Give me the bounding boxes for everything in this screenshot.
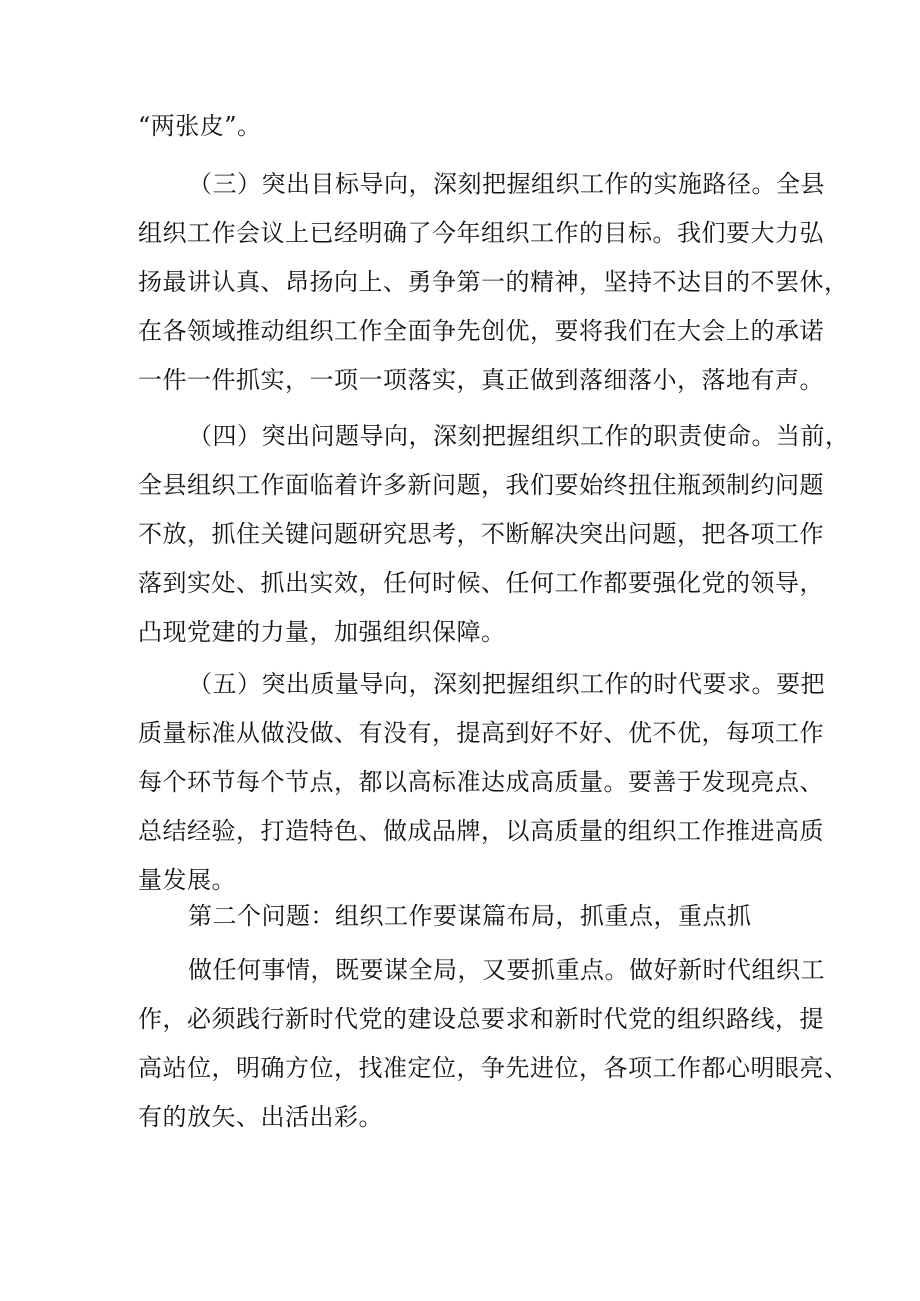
- section-heading: 第二个问题：组织工作要谋篇布局，抓重点，重点抓: [188, 902, 752, 930]
- text-line: （四）突出问题导向，深刻把握组织工作的职责使命。当前，: [188, 422, 850, 450]
- text-line: 每个环节每个节点，都以高标准达成高质量。要善于发现亮点、: [138, 768, 824, 796]
- text-line: 高站位，明确方位，找准定位，争先进位，各项工作都心明眼亮、: [138, 1054, 849, 1082]
- text-line: “两张皮”。: [138, 112, 262, 140]
- paragraph-continuation: [138, 102, 798, 151]
- text-line: 凸现党建的力量，加强组织保障。: [138, 618, 506, 646]
- text-line: 不放，抓住关键问题研究思考，不断解决突出问题，把各项工作: [138, 520, 824, 548]
- text-line: 在各领域推动组织工作全面争先创优，要将我们在大会上的承诺: [138, 317, 824, 345]
- paragraph-target-orientation: [138, 160, 849, 405]
- text-line: 做任何事情，既要谋全局，又要抓重点。做好新时代组织工: [188, 956, 825, 984]
- text-line: 落到实处、抓出实效，任何时候、任何工作都要强化党的领导，: [138, 569, 824, 597]
- text-line: （三）突出目标导向，深刻把握组织工作的实施路径。全县: [188, 170, 825, 198]
- text-line: 扬最讲认真、昂扬向上、勇争第一的精神，坚持不达目的不罢休，: [138, 268, 849, 296]
- text-line: 作，必须践行新时代党的建设总要求和新时代党的组织路线，提: [138, 1005, 824, 1033]
- text-line: 量发展。: [138, 866, 236, 894]
- text-line: 全县组织工作面临着许多新问题，我们要始终扭住瓶颈制约问题: [138, 471, 824, 499]
- text-line: 质量标准从做没做、有没有，提高到好不好、优不优，每项工作: [138, 719, 824, 747]
- text-line: 组织工作会议上已经明确了今年组织工作的目标。我们要大力弘: [138, 219, 824, 247]
- text-line: （五）突出质量导向，深刻把握组织工作的时代要求。要把: [188, 670, 825, 698]
- text-line: 有的放矢、出活出彩。: [138, 1103, 383, 1131]
- section-heading-block: [138, 892, 798, 941]
- paragraph-quality-orientation: [138, 660, 825, 905]
- text-line: 总结经验，打造特色、做成品牌，以高质量的组织工作推进高质: [138, 817, 824, 845]
- paragraph-problem-orientation: [138, 412, 850, 657]
- paragraph-overall-planning: [138, 946, 849, 1142]
- text-line: 一件一件抓实，一项一项落实，真正做到落细落小，落地有声。: [138, 366, 824, 394]
